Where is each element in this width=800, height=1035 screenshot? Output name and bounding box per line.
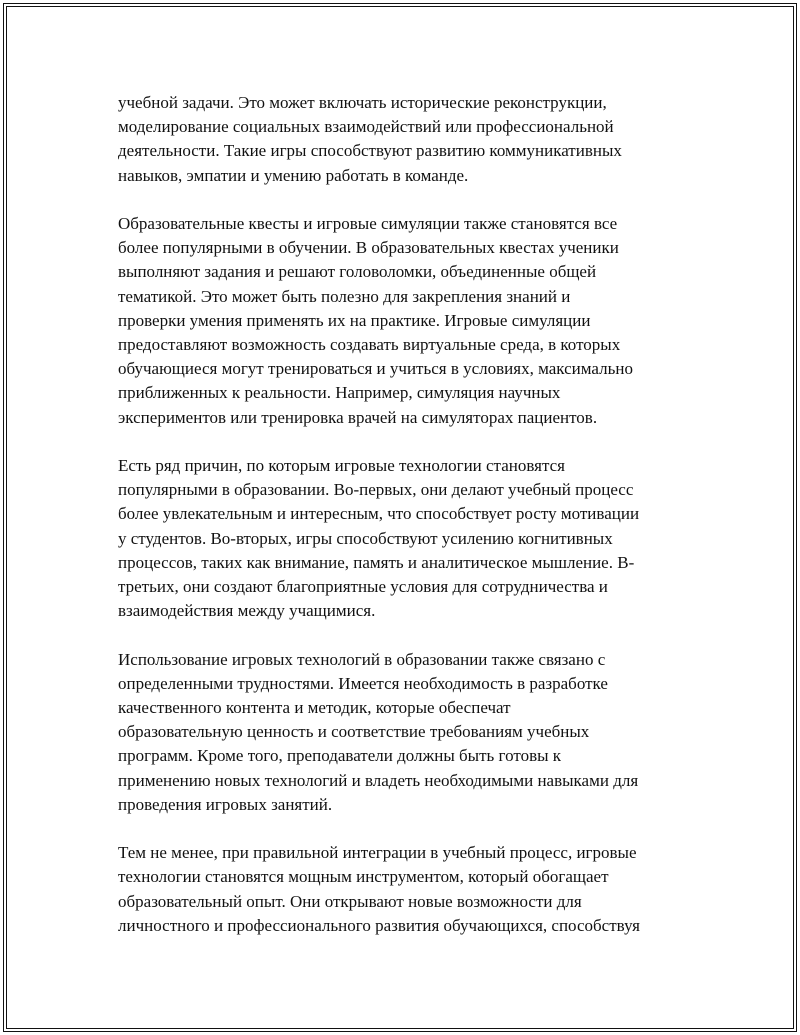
text-line: применению новых технологий и владеть необходимыми навыками для bbox=[118, 770, 639, 790]
text-line: определенными трудностями. Имеется необходимость в разработке bbox=[118, 673, 608, 693]
text-line: выполняют задания и решают головоломки, объединенные общей bbox=[118, 262, 597, 282]
text-line: проведения игровых занятий. bbox=[118, 794, 333, 814]
text-line: Образовательные квесты и игровые симуляции также становятся все bbox=[118, 214, 618, 233]
text-line: приближенных к реальности. Например, симуляция научных bbox=[118, 383, 561, 403]
text-line: навыков, эмпатии и умению работать в команде. bbox=[118, 165, 469, 185]
text-line: образовательную ценность и соответствие требованиям учебных bbox=[118, 722, 590, 742]
text-line: третьих, они создают благоприятные условия для сотрудничества и bbox=[118, 577, 608, 597]
text-line: программ. Кроме того, преподаватели должны быть готовы к bbox=[118, 746, 562, 766]
text-line: Тем не менее, при правильной интеграции в учебный процесс, игровые bbox=[118, 843, 637, 863]
document-body bbox=[118, 91, 688, 962]
text-line: тематикой. Это может быть полезно для закрепления знаний и bbox=[118, 286, 571, 306]
paragraph-1 bbox=[118, 91, 688, 188]
text-line: у студентов. Во-вторых, игры способствуют усилению когнитивных bbox=[118, 528, 613, 548]
paragraph-4 bbox=[118, 648, 688, 817]
text-line: личностного и профессионального развития обучающихся, способствуя bbox=[118, 915, 640, 935]
paragraph-3 bbox=[118, 454, 688, 623]
text-line: более популярными в обучении. В образовательных квестах ученики bbox=[118, 238, 619, 258]
text-line: Использование игровых технологий в образовании также связано с bbox=[118, 649, 606, 669]
text-line: образовательный опыт. Они открывают новые возможности для bbox=[118, 891, 582, 911]
text-line: более увлекательным и интересным, что способствует росту мотивации bbox=[118, 504, 640, 524]
text-line: обучающиеся могут тренироваться и учиться в условиях, максимально bbox=[118, 359, 633, 379]
text-line: взаимодействия между учащимися. bbox=[118, 601, 376, 621]
text-line: предоставляют возможность создавать виртуальные среда, в которых bbox=[118, 335, 621, 355]
text-line: качественного контента и методик, которые обеспечат bbox=[118, 698, 511, 718]
paragraph-2 bbox=[118, 212, 688, 430]
text-line: процессов, таких как внимание, память и аналитическое мышление. В- bbox=[118, 552, 635, 572]
text-line: учебной задачи. Это может включать исторические реконструкции, bbox=[118, 93, 607, 112]
text-line: Есть ряд причин, по которым игровые технологии становятся bbox=[118, 456, 565, 476]
text-line: проверки умения применять их на практике. Игровые симуляции bbox=[118, 310, 591, 330]
paragraph-5 bbox=[118, 841, 688, 938]
text-line: деятельности. Такие игры способствуют развитию коммуникативных bbox=[118, 141, 622, 161]
text-line: моделирование социальных взаимодействий или профессиональной bbox=[118, 117, 614, 137]
text-line: популярными в образовании. Во-первых, они делают учебный процесс bbox=[118, 480, 634, 500]
text-line: технологии становятся мощным инструментом, который обогащает bbox=[118, 867, 609, 887]
text-line: экспериментов или тренировка врачей на симуляторах пациентов. bbox=[118, 407, 598, 427]
